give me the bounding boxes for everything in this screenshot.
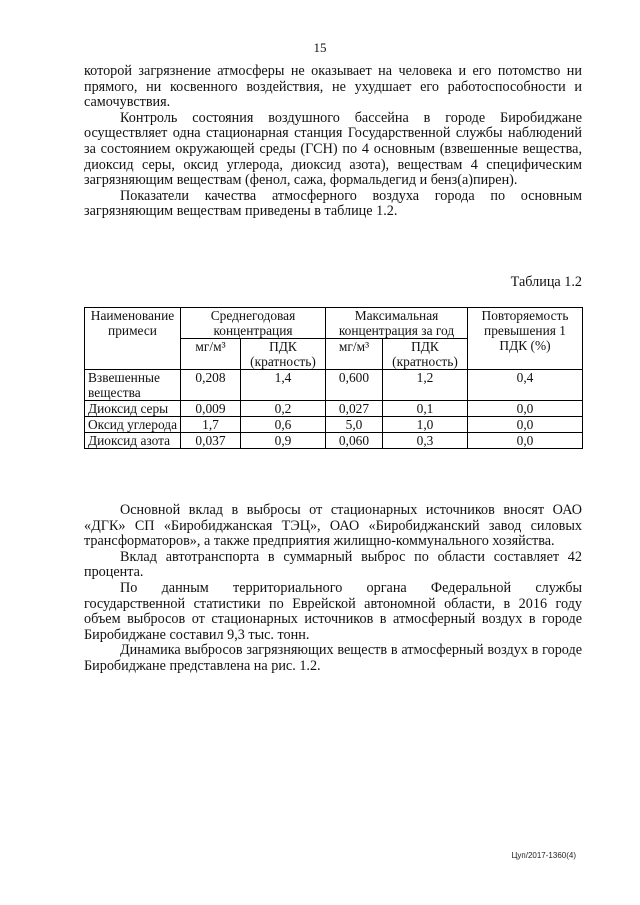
paragraph-sources: Основной вклад в выбросы от стационарных источников вносят ОАО «ДГК» СП «Биробиджанская ТЭЦ», ОАО «Биробиджанский завод силовых трансформаторов», а также предприятия жилищно-коммунального хозяйства. (84, 502, 582, 550)
table-caption: Таблица 1.2 (510, 274, 582, 290)
subheader-max-mg: мг/м³ (326, 339, 383, 370)
row-avg-pdk: 0,6 (241, 417, 326, 433)
row-repeat: 0,0 (468, 433, 583, 449)
row-avg-pdk: 0,9 (241, 433, 326, 449)
row-avg-mg: 0,037 (181, 433, 241, 449)
page-number: 15 (313, 40, 327, 55)
row-max-pdk: 0,3 (383, 433, 468, 449)
row-max-pdk: 1,0 (383, 417, 468, 433)
row-avg-mg: 0,208 (181, 370, 241, 401)
row-name: Взвешенные вещества (85, 370, 181, 401)
header-repeat: Повторяемость превышения 1 ПДК (%) (468, 308, 583, 370)
text-block-top (84, 64, 582, 220)
row-max-mg: 0,027 (326, 401, 383, 417)
row-name: Оксид углерода (85, 417, 181, 433)
row-avg-pdk: 1,4 (241, 370, 326, 401)
paragraph-table-intro: Показатели качества атмосферного воздуха города по основным загрязняющим веществам приведены в таблице 1.2. (84, 187, 582, 220)
row-avg-mg: 0,009 (181, 401, 241, 417)
subheader-avg-pdk: ПДК (кратность) (241, 339, 326, 370)
paragraph-statistics: По данным территориального органа Федеральной службы государственной статистики по Еврейской автономной области, в 2016 году объем выбросов от стационарных источников в атмосферный воздух в городе Биробиджане составил 9,3 тыс. тонн. (84, 579, 582, 643)
row-name: Диоксид азота (85, 433, 181, 449)
row-avg-pdk: 0,2 (241, 401, 326, 417)
row-max-pdk: 1,2 (383, 370, 468, 401)
header-avg: Среднегодовая концентрация (181, 308, 326, 339)
table-row (85, 433, 583, 449)
row-repeat: 0,0 (468, 401, 583, 417)
row-name: Диоксид серы (85, 401, 181, 417)
row-repeat: 0,4 (468, 370, 583, 401)
subheader-max-pdk: ПДК (кратность) (383, 339, 468, 370)
row-max-mg: 0,600 (326, 370, 383, 401)
table-row (85, 401, 583, 417)
table-row (85, 370, 583, 401)
row-max-mg: 0,060 (326, 433, 383, 449)
row-repeat: 0,0 (468, 417, 583, 433)
row-max-mg: 5,0 (326, 417, 383, 433)
text-block-bottom (84, 503, 582, 675)
subheader-avg-mg: мг/м³ (181, 339, 241, 370)
header-max: Максимальная концентрация за год (326, 308, 468, 339)
row-max-pdk: 0,1 (383, 401, 468, 417)
paragraph-monitoring: Контроль состояния воздушного бассейна в городе Биробиджане осуществляет одна стационарная станция Государственной службы наблюдений за состоянием окружающей среды (ГСН) по 4 основным (взвешенные вещества, диоксид серы, оксид углерода, диоксид азота), веществам 4 специфическим загрязняющим веществам (фенол, сажа, формальдегид и бенз(а)пирен). (84, 109, 582, 189)
table-row (85, 417, 583, 433)
document-footer-code: Цуп/2017-1360(4) (511, 851, 576, 860)
paragraph-dynamics: Динамика выбросов загрязняющих веществ в атмосферный воздух в городе Биробиджане представлена на рис. 1.2. (84, 642, 582, 674)
row-avg-mg: 1,7 (181, 417, 241, 433)
paragraph-transport: Вклад автотранспорта в суммарный выброс по области составляет 42 процента. (84, 548, 582, 581)
header-name: Наименование примеси (85, 308, 181, 370)
air-quality-table (84, 307, 583, 449)
paragraph-continuation: которой загрязнение атмосферы не оказывает на человека и его потомство ни прямого, ни косвенного воздействия, не ухудшает его работоспособности и самочувствия. (84, 63, 582, 111)
table-header-row (85, 308, 583, 339)
